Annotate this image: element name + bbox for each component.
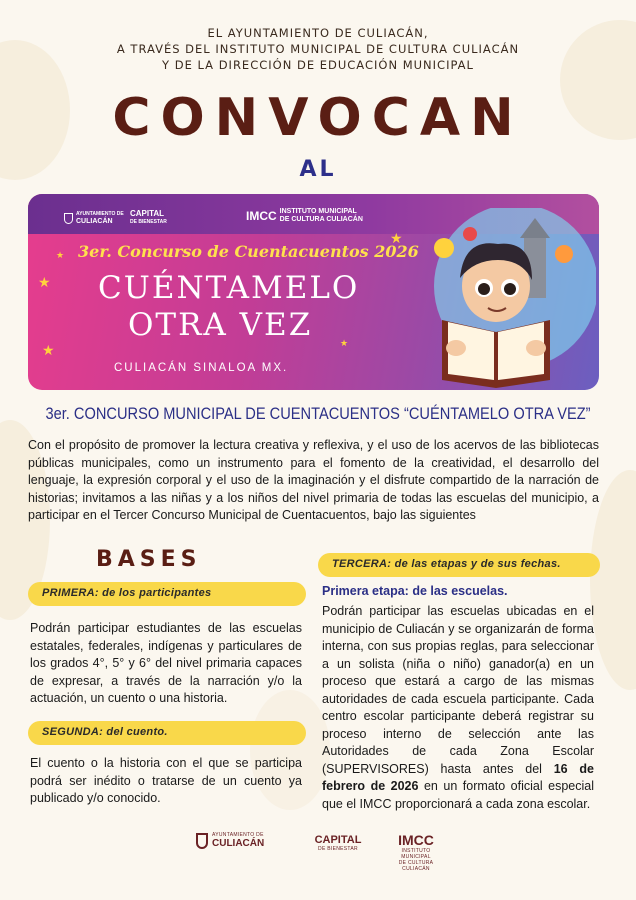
header-line-1: EL AYUNTAMIENTO DE CULIACÁN, [207, 26, 429, 40]
banner-logo-imcc-mark: IMCC [246, 209, 277, 223]
star-icon: ★ [56, 250, 65, 260]
banner-city: CULIACÁN SINALOA MX. [114, 362, 289, 374]
banner-logo-capital [130, 210, 167, 226]
star-icon: ★ [340, 338, 349, 348]
segunda-label: SEGUNDA: del cuento. [28, 721, 306, 745]
tercera-label: TERCERA: de las etapas y de sus fechas. [318, 553, 600, 577]
banner-logo-imcc-line1: INSTITUTO MUNICIPAL [279, 208, 357, 215]
footer-logos [0, 826, 636, 872]
footer-imcc-line2: DE CULTURA CULIACÁN [398, 860, 434, 872]
banner-logo-imcc [246, 208, 363, 224]
footer-capital-line2: DE BIENESTAR [318, 846, 358, 852]
al-heading: AL [299, 157, 337, 182]
banner-contest-name: 3er. Concurso de Cuentacuentos 2026 [78, 242, 419, 261]
header-line-2: A TRAVÉS DEL INSTITUTO MUNICIPAL DE CULTURA CULIACÁN [116, 42, 520, 56]
contest-banner [28, 194, 599, 390]
tercera-text-part-a: Podrán participar las escuelas ubicadas en el municipio de Culiacán y se organizarán de forma interna, con sus propias reglas, para seleccionar a un solista (niña o niño) ganador(a) en un proceso que estará a cargo de las mismas autoridades de cada escuela participante. Cada centro escolar participante deberá registrar su proceso interno de selección ante las Autoridades de cada Zona Escolar (SUPERVISORES) hasta antes del [322, 604, 594, 776]
footer-logo-imcc [390, 832, 442, 872]
footer-ayuntamiento-line1: AYUNTAMIENTO DE [212, 832, 264, 839]
tercera-text [322, 603, 594, 813]
star-icon: ★ [42, 342, 55, 358]
primera-label: PRIMERA: de los participantes [28, 582, 306, 606]
shield-icon [196, 833, 208, 849]
banner-logo-ayuntamiento [64, 210, 124, 226]
banner-logo-capital-line2: DE BIENESTAR [130, 219, 167, 225]
footer-imcc-mark: IMCC [398, 832, 434, 848]
convocan-heading: CONVOCAN [112, 88, 524, 148]
intro-paragraph: Con el propósito de promover la lectura creativa y reflexiva, y el uso de los acervos de las bibliotecas públicas municipales, como un instrumento para el fomento de la creatividad, el desarrollo del lenguaje, la expresión corporal y el uso de la imaginación y el disfrute compartido de la narración de historias; invitamos a las niñas y a los niños del nivel primaria de todas las escuelas del municipio, a participar en el Tercer Concurso Municipal de Cuentacuentos, bajo las siguientes [28, 438, 599, 522]
star-icon: ★ [38, 274, 51, 290]
banner-logo-capital-line1: CAPITAL [130, 209, 165, 218]
primera-etapa-title: Primera etapa: de las escuelas. [322, 584, 508, 598]
tercera-deadline-date: 16 de febrero de 2026 [322, 761, 594, 793]
star-icon: ★ [390, 230, 403, 246]
banner-logo-ayuntamiento-line2: CULIACÁN [76, 218, 113, 225]
header-line-3: Y DE LA DIRECCIÓN DE EDUCACIÓN MUNICIPAL [162, 58, 474, 72]
banner-title-line1: CUÉNTAMELO [98, 270, 360, 306]
footer-logo-ayuntamiento [196, 832, 276, 850]
bases-heading: BASES [96, 547, 202, 572]
banner-title-line2: OTRA VEZ [128, 307, 313, 343]
segunda-text: El cuento o la historia con el que se participa podrá ser inédito o tratarse de un cuento ya publicado y/o conocido. [30, 756, 302, 805]
banner-logo-imcc-line2: DE CULTURA CULIACÁN [279, 216, 363, 223]
footer-ayuntamiento-line2: CULIACÁN [212, 838, 265, 850]
child-reading-illustration [404, 208, 596, 388]
primera-text: Podrán participar estudiantes de las escuelas estatales, federales, indígenas y particulares de los grados 4°, 5° y 6° del nivel primaria capaces de expresar, a través de la narración y/o la actuación, un cuento o una historia. [30, 621, 302, 705]
tercera-text-part-b: en un formato oficial especial que el IMCC proporcionará a cada zona escolar. [322, 779, 594, 811]
footer-imcc-line1: INSTITUTO MUNICIPAL [401, 848, 431, 860]
contest-subtitle: 3er. CONCURSO MUNICIPAL DE CUENTACUENTOS “CUÉNTAMELO OTRA VEZ” [45, 404, 591, 423]
shield-icon [64, 213, 73, 224]
footer-logo-capital [308, 834, 368, 852]
footer-capital-line1: CAPITAL [314, 834, 362, 846]
banner-logo-ayuntamiento-line1: AYUNTAMIENTO DE [76, 211, 124, 217]
